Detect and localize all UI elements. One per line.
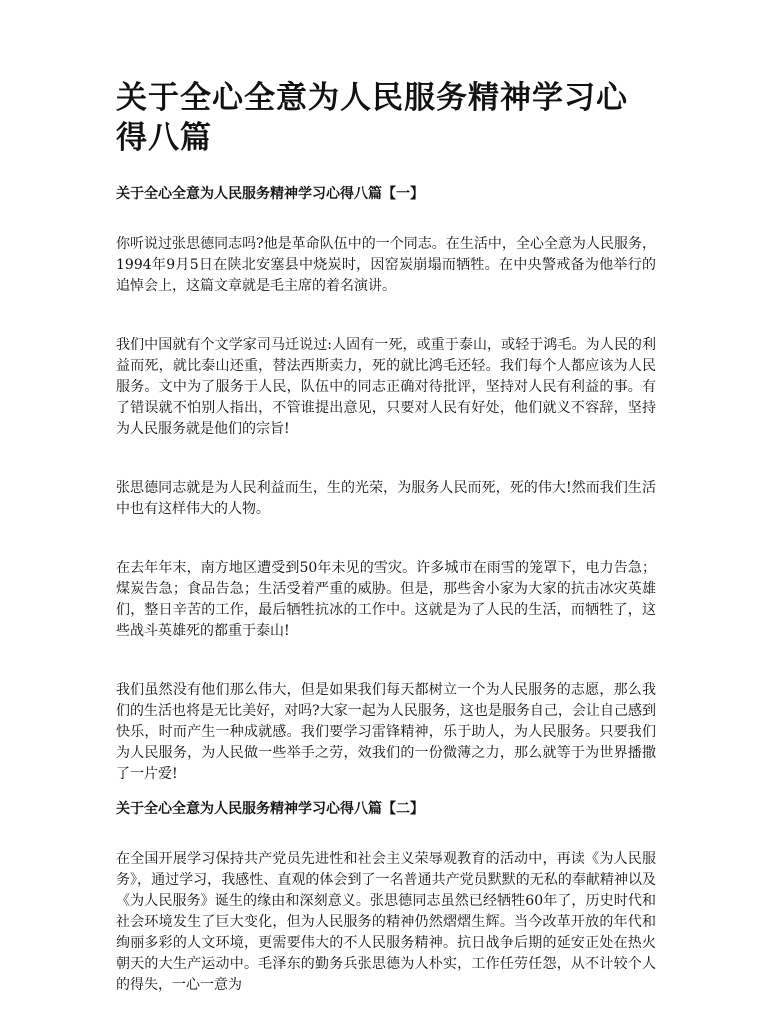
paragraph: 在去年年末，南方地区遭受到50年未见的雪灾。许多城市在雨雪的笼罩下，电力告急；煤炭告急；食品告急；生活受着严重的威胁。但是，那些舍小家为大家的抗击冰灾英雄们，整日辛苦的工作，最后牺牲抗冰的工作中。这就是为了人民的生活，而牺牲了，这些战斗英雄死的都重于泰山!: [116, 560, 656, 639]
paragraph: 张思德同志就是为人民利益而生，生的光荣，为服务人民而死，死的伟大!然而我们生活中也有这样伟大的人物。: [116, 480, 656, 517]
section-heading: 关于全心全意为人民服务精神学习心得八篇【二】: [116, 801, 424, 817]
paragraph: 在全国开展学习保持共产党员先进性和社会主义荣辱观教育的活动中，再读《为人民服务》，通过学习，我感性、直观的体会到了一名普通共产党员默默的无私的奉献精神以及《为人民服务》诞生的缘由和深刻意义。张思德同志虽然已经牺牲60年了，历史时代和社会环境发生了巨大变化，但为人民服务的精神仍然熠熠生辉。当今改革开放的年代和绚丽多彩的人文环境，更需要伟大的不人民服务精神。抗日战争后期的延安正处在热火朝天的大生产运动中。毛泽东的勤务兵张思德为人朴实，工作任劳任怨，从不计较个人的得失，一心一意为: [116, 851, 656, 993]
document-title: 关于全心全意为人民服务精神学习心得八篇: [116, 80, 628, 156]
section-1: [116, 184, 656, 785]
paragraph: 你听说过张思德同志吗?他是革命队伍中的一个同志。在生活中，全心全意为人民服务，1994年9月5日在陕北安塞县中烧炭时，因窑炭崩塌而牺牲。在中央警戒备为他举行的追悼会上，这篇文章就是毛主席的着名演讲。: [116, 236, 656, 294]
section-heading: 关于全心全意为人民服务精神学习心得八篇【一】: [116, 186, 424, 202]
paragraph: 我们中国就有个文学家司马迁说过:人固有一死，或重于泰山，或轻于鸿毛。为人民的利益而死，就比泰山还重，替法西斯卖力，死的就比鸿毛还轻。我们每个人都应该为人民服务。文中为了服务于人民，队伍中的同志正确对待批评，坚持对人民有利益的事。有了错误就不怕别人指出，不管谁提出意见，只要对人民有好处，他们就义不容辞，坚持为人民服务就是他们的宗旨!: [116, 337, 656, 437]
section-2: [116, 799, 656, 996]
paragraph: 我们虽然没有他们那么伟大，但是如果我们每天都树立一个为人民服务的志愿，那么我们的生活也将是无比美好，对吗?大家一起为人民服务，这也是服务自己，会让自己感到快乐，时而产生一种成就感。我们要学习雷锋精神，乐于助人，为人民服务。只要我们为人民服务，为人民做一些举手之劳，效我们的一份微薄之力，那么就等于为世界播撒了一片爱!: [116, 682, 656, 782]
document-page: [116, 78, 656, 1034]
